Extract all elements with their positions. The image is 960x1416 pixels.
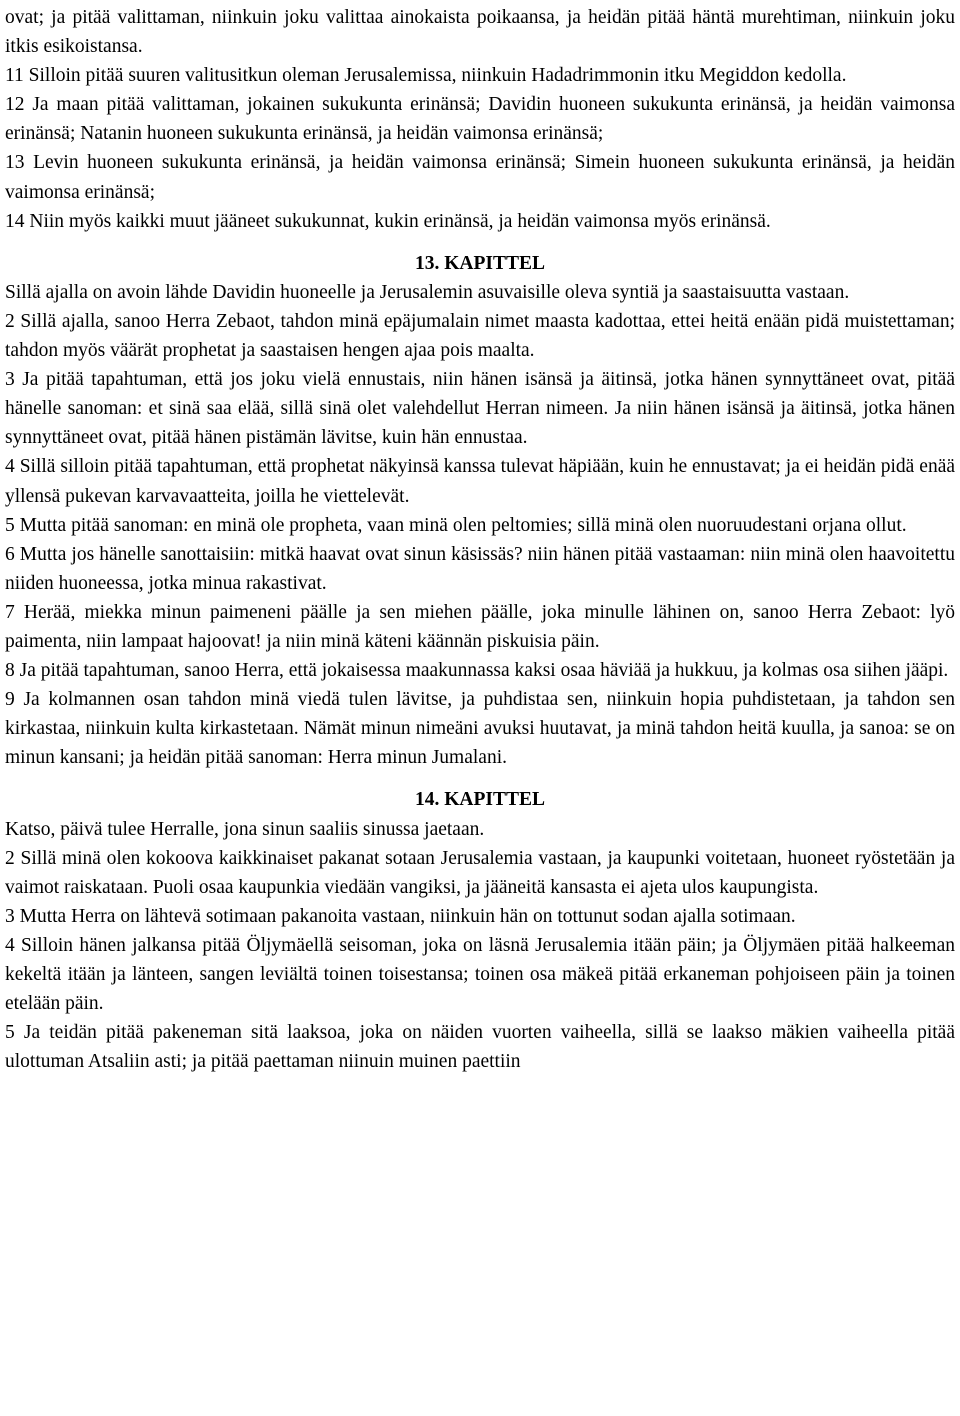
section-chapter-13 <box>5 249 955 773</box>
verse-1: Katso, päivä tulee Herralle, jona sinun saaliis sinussa jaetaan. <box>5 818 485 840</box>
verse-2: 2 Sillä minä olen kokoova kaikkinaiset pakanat sotaan Jerusalemia vastaan, ja kaupunki voitetaan, huoneet ryöstetään ja vaimot raiskataan. Puoli osaa kaupunkia viedään vangiksi, ja jääneitä kansasta ei ajeta ulos kaupungista. <box>5 847 955 898</box>
verse-13: 13 Levin huoneen sukukunta erinänsä, ja heidän vaimonsa erinänsä; Simein huoneen sukukunta erinänsä, ja heidän vaimonsa erinänsä; <box>5 152 955 203</box>
chapter-14-heading: 14. KAPITTEL <box>414 789 546 811</box>
verse-12: 12 Ja maan pitää valittaman, jokainen sukukunta erinänsä; Davidin huoneen sukukunta erinänsä, ja heidän vaimonsa erinänsä; Natanin huoneen sukukunta erinänsä, ja heidän vaimonsa erinänsä; <box>5 94 955 145</box>
verse-11: 11 Silloin pitää suuren valitusitkun oleman Jerusalemissa, niinkuin Hadadrimmonin itku Megiddon kedolla. <box>5 65 847 87</box>
verse-14: 14 Niin myös kaikki muut jääneet sukukunnat, kukin erinänsä, ja heidän vaimonsa myös erinänsä. <box>5 210 771 232</box>
verse-4: 4 Sillä silloin pitää tapahtuman, että prophetat näkyinsä kanssa tulevat häpiään, kuin he ennustavat; ja ei heidän pidä enää yllensä pukevan karvavaatteita, joilla he viettelevät. <box>5 456 955 507</box>
section-chapter-12-end <box>5 3 955 236</box>
verse-2: 2 Sillä ajalla, sanoo Herra Zebaot, tahdon minä epäjumalain nimet maasta kadottaa, ettei heitä enään pidä muistettaman; tahdon myös väärät prophetat ja saastaisen hengen ajaa pois maalta. <box>5 310 955 362</box>
verse-8: 8 Ja pitää tapahtuman, sanoo Herra, että jokaisessa maakunnassa kaksi osaa häviää ja hukkuu, ja kolmas osa siihen jääpi. <box>5 660 949 682</box>
verse-5: 5 Mutta pitää sanoman: en minä ole propheta, vaan minä olen peltomies; sillä minä olen nuoruudestani orjana ollut. <box>5 514 907 536</box>
verse-4: 4 Silloin hänen jalkansa pitää Öljymäellä seisoman, joka on läsnä Jerusalemia itään päin; ja Öljymäen pitää halkeeman kekeltä itään ja länteen, sangen leviältä toinen toisestansa; toinen osa mäkeä pitää erkaneman pohjoiseen päin ja toinen etelään päin. <box>5 934 955 1015</box>
verse-5: 5 Ja teidän pitää pakeneman sitä laaksoa, joka on näiden vuorten vaiheella, sillä se laakso mäkien vaiheella pitää ulottuman Atsaliin asti; ja pitää paettaman niinuin muinen paettiin <box>5 1022 955 1073</box>
verse-3: 3 Ja pitää tapahtuman, että jos joku vielä ennustais, niin hänen isänsä ja äitinsä, jotka hänen synnyttäneet ovat, pitää hänelle sanoman: et sinä saa elää, sillä sinä olet valehdellut Herran nimeen. Ja niin hänen isänsä ja äitinsä, jotka hänen synnyttäneet ovat, pitää hänen pistämän lävitse, kuin hän ennustaa. <box>5 369 955 449</box>
paragraph: ovat; ja pitää valittaman, niinkuin joku valittaa ainokaista poikaansa, ja heidän pitää häntä murehtiman, niinkuin joku itkis esikoistansa. <box>5 7 955 58</box>
chapter-13-heading: 13. KAPITTEL <box>414 252 546 274</box>
verse-3: 3 Mutta Herra on lähtevä sotimaan pakanoita vastaan, niinkuin hän on tottunut sodan ajalla sotimaan. <box>5 905 796 927</box>
verse-1: Sillä ajalla on avoin lähde Davidin huoneelle ja Jerusalemin asuvaisille oleva syntiä ja saastaisuutta vastaan. <box>5 281 850 303</box>
verse-9: 9 Ja kolmannen osan tahdon minä viedä tulen lävitse, ja puhdistaa sen, niinkuin hopia puhdistetaan, ja tahdon sen kirkastaa, niinkuin kulta kirkastetaan. Nämät minun nimeäni avuksi huutavat, ja minä tahdon heitä kuulla, ja sanoa: se on minun kansani; ja heidän pitää sanoman: Herra minun Jumalani. <box>5 689 955 769</box>
verse-7: 7 Herää, miekka minun paimeneni päälle ja sen miehen päälle, joka minulle lähinen on, sanoo Herra Zebaot: lyö paimenta, niin lampaat hajoovat! ja niin minä käteni käännän piskuisia päin. <box>5 601 955 652</box>
section-chapter-14 <box>5 785 955 1076</box>
verse-6: 6 Mutta jos hänelle sanottaisiin: mitkä haavat ovat sinun käsissäs? niin hänen pitää vastaaman: niin minä olen haavoitettu niiden huoneessa, jotka minua rakastivat. <box>5 543 955 594</box>
